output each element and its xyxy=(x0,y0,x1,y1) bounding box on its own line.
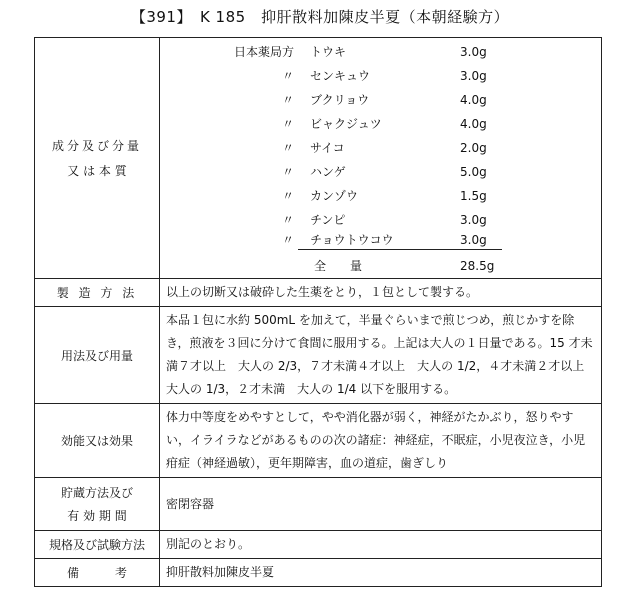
storage-label-line2: 有 効 期 間 xyxy=(67,509,127,523)
ingredient-name: チョウトウコウ xyxy=(310,233,394,247)
ingredient-source: 〃 xyxy=(281,117,294,131)
specs-row xyxy=(35,531,602,559)
ingredient-row xyxy=(160,210,600,230)
manufacture-row xyxy=(35,279,602,307)
remarks-text: 抑肝散料加陳皮半夏 xyxy=(160,559,602,587)
usage-text: 本品１包に水約 500mL を加えて，半量ぐらいまで煎じつめ，煎じかすを除き，煎液を３回に分けて食間に服用する。上記は大人の１日量である。15 才未満７才以上 大人の 2/3，７才未満４才以上 大人の 1/2，４才未満２才以上 大人の 1/3，２才未満 大人の 1/4 以下を服用する。 xyxy=(160,307,602,404)
ingredient-row xyxy=(160,66,600,86)
ingredient-row xyxy=(160,138,600,158)
storage-label xyxy=(35,478,160,531)
ingredient-source: 〃 xyxy=(281,233,294,247)
specs-label: 規格及び試験方法 xyxy=(35,531,160,559)
specs-text: 別記のとおり。 xyxy=(160,531,602,559)
remarks-row xyxy=(35,559,602,587)
efficacy-text: 体力中等度をめやすとして，やや消化器が弱く，神経がたかぶり，怒りやすい，イライラなどがあるものの次の諸症：神経症，不眠症，小児夜泣き，小児疳症（神経過敏），更年期障害，血の道症，歯ぎしり xyxy=(160,404,602,478)
ingredient-source: 日本薬局方 xyxy=(233,45,294,59)
ingredient-amount: 5.0g xyxy=(460,165,487,179)
remarks-label: 備 考 xyxy=(35,559,160,587)
ingredient-list xyxy=(160,38,601,278)
ingredient-source: 〃 xyxy=(281,213,294,227)
efficacy-row xyxy=(35,404,602,478)
total-label: 全 量 xyxy=(314,259,363,273)
ingredients-cell xyxy=(160,38,602,279)
ingredient-name: サイコ xyxy=(310,141,345,155)
ingredient-amount: 3.0g xyxy=(460,213,487,227)
manufacture-text: 以上の切断又は破砕した生薬をとり，１包として製する。 xyxy=(160,279,602,307)
page-title: 【391】 K 185 抑肝散料加陳皮半夏（本朝経験方） xyxy=(130,8,510,26)
ingredient-amount: 3.0g xyxy=(460,69,487,83)
usage-label: 用法及び用量 xyxy=(35,307,160,404)
ingredient-name: トウキ xyxy=(310,45,347,59)
storage-row xyxy=(35,478,602,531)
ingredient-source: 〃 xyxy=(281,141,294,155)
ingredient-name: センキュウ xyxy=(310,69,371,83)
composition-label-line1: 成分及び分量 xyxy=(51,139,142,153)
composition-row xyxy=(35,38,602,279)
efficacy-label: 効能又は効果 xyxy=(35,404,160,478)
ingredient-amount: 1.5g xyxy=(460,189,487,203)
storage-label-line1: 貯蔵方法及び xyxy=(60,486,133,500)
composition-label-line2: 又 は 本 質 xyxy=(67,164,127,178)
ingredient-name: ブクリョウ xyxy=(310,93,370,107)
ingredient-name: ハンゲ xyxy=(310,165,346,179)
monograph-table xyxy=(34,37,602,587)
ingredient-amount: 2.0g xyxy=(460,141,487,155)
ingredient-source: 〃 xyxy=(281,69,294,83)
total-amount: 28.5g xyxy=(460,259,495,273)
ingredient-name: チンピ xyxy=(310,213,346,227)
ingredient-row xyxy=(160,90,600,110)
total-divider xyxy=(298,249,502,250)
ingredient-source: 〃 xyxy=(281,165,294,179)
ingredient-row xyxy=(160,42,600,62)
ingredient-name: ビャクジュツ xyxy=(310,117,382,131)
ingredient-amount: 3.0g xyxy=(460,233,487,247)
ingredient-amount: 4.0g xyxy=(460,93,487,107)
ingredient-amount: 4.0g xyxy=(460,117,487,131)
ingredient-source: 〃 xyxy=(281,189,294,203)
ingredient-amount: 3.0g xyxy=(460,45,487,59)
ingredient-source: 〃 xyxy=(281,93,294,107)
ingredient-name: カンゾウ xyxy=(310,189,359,203)
storage-text: 密閉容器 xyxy=(160,478,602,531)
ingredient-row xyxy=(160,230,600,250)
composition-label xyxy=(35,38,160,279)
total-row xyxy=(160,256,600,276)
ingredient-row xyxy=(160,162,600,182)
ingredient-row xyxy=(160,114,600,134)
usage-row xyxy=(35,307,602,404)
ingredient-row xyxy=(160,186,600,206)
manufacture-label: 製 造 方 法 xyxy=(35,279,160,307)
